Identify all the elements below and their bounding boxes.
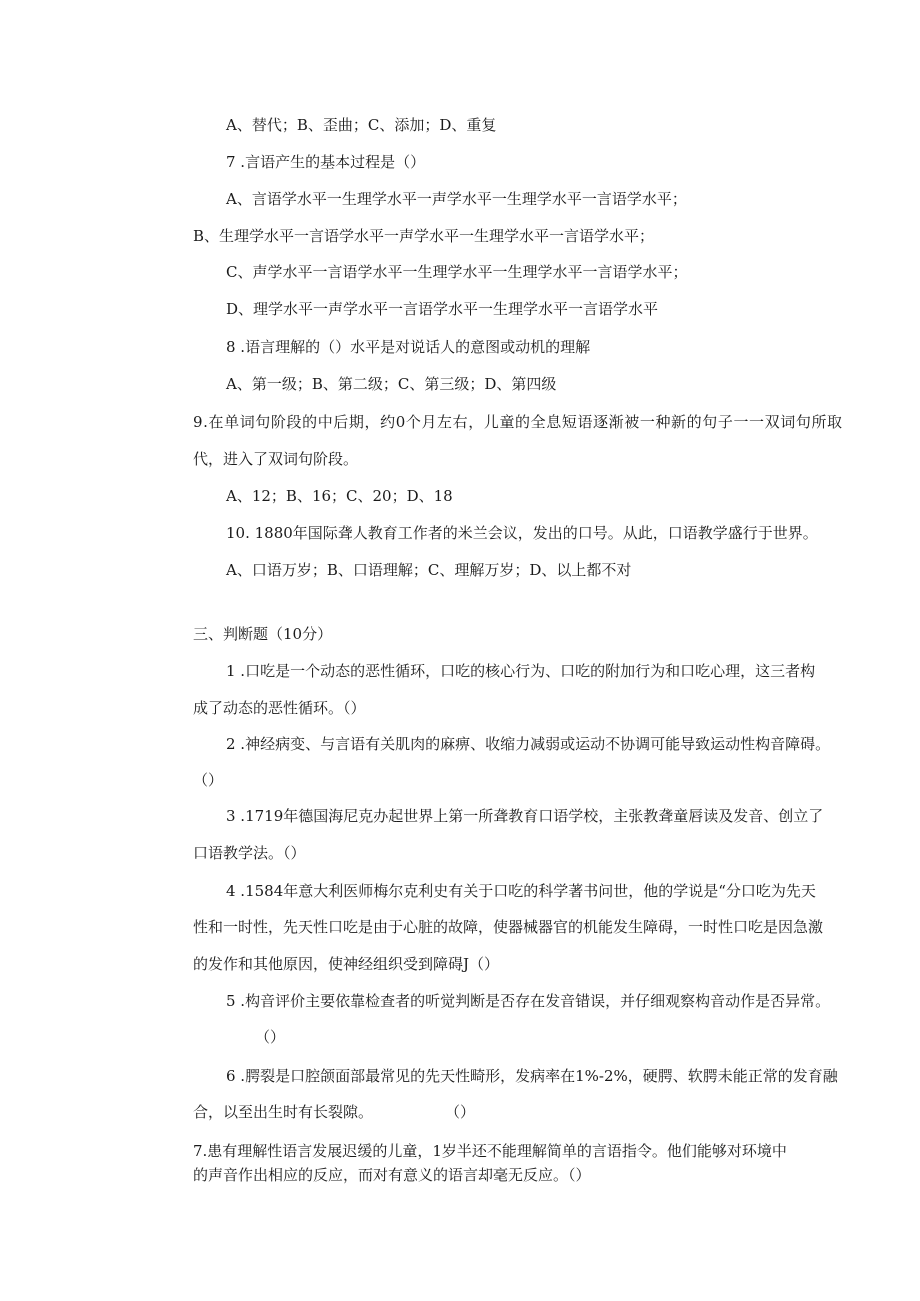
q10-options: A、口语万岁；B、口语理解；C、理解万岁；D、以上都不对: [226, 561, 632, 579]
tf-6-line2: 合，以至出生时有长裂隙。: [193, 1103, 374, 1121]
tf-2-line1: 2 .神经病变、与言语有关肌肉的麻痹、收缩力减弱或运动不协调可能导致运动性构音障碍。: [226, 735, 831, 753]
tf-5-line1: 5 .构音评价主要依靠检查者的听觉判断是否存在发音错误，并仔细观察构音动作是否异常。: [226, 992, 831, 1010]
tf-3-line2: 口语教学法。（）: [193, 844, 306, 862]
tf-1-line2: 成了动态的恶性循环。（）: [193, 699, 366, 717]
q9-stem-line2: 代，进入了双词句阶段。: [193, 450, 359, 468]
q7-stem: 7 .言语产生的基本过程是（）: [226, 153, 426, 171]
section-3-heading: 三、判断题（10分）: [193, 625, 333, 643]
q7-option-b: B、生理学水平一言语学水平一声学水平一生理学水平一言语学水平；: [193, 227, 655, 245]
q8-options: A、第一级；B、第二级；C、第三级；D、第四级: [226, 375, 557, 393]
tf-4-line1: 4 .1584年意大利医师梅尔克利史有关于口吃的科学著书问世，他的学说是“分口吃为先天: [226, 882, 816, 900]
tf-6-line1: 6 .腭裂是口腔颌面部最常见的先天性畸形，发病率在1%-2%，硬腭、软腭未能正常的发育融: [226, 1067, 838, 1085]
q7-option-a: A、言语学水平一生理学水平一声学水平一生理学水平一言语学水平；: [226, 190, 687, 208]
tf-2-line2: （）: [193, 771, 224, 789]
q9-options: A、12；B、16；C、20；D、18: [226, 487, 453, 505]
tf-7-line2: 的声音作出相应的反应，而对有意义的语言却毫无反应。（）: [193, 1166, 591, 1184]
q6-options: A、替代；B、歪曲；C、添加；D、重复: [226, 116, 497, 134]
q7-option-d: D、理学水平一声学水平一言语学水平一生理学水平一言语学水平: [226, 300, 659, 318]
tf-4-line3: 的发作和其他原因，使神经组织受到障碍J（）: [193, 955, 500, 973]
tf-5-line2: （）: [255, 1028, 286, 1046]
tf-7-line1: 7.患有理解性语言发展迟缓的儿童，1岁半还不能理解简单的言语指令。他们能够对环境中: [193, 1142, 787, 1160]
tf-4-line2: 性和一时性，先天性口吃是由于心脏的故障，使器械器官的机能发生障碍，一时性口吃是因急激: [193, 918, 824, 936]
q10-stem: 10. 1880年国际聋人教育工作者的米兰会议，发出的口号。从此，口语教学盛行于世界。: [226, 524, 818, 542]
tf-1-line1: 1 .口吃是一个动态的恶性循环，口吃的核心行为、口吃的附加行为和口吃心理，这三者构: [226, 662, 816, 680]
tf-3-line1: 3 .1719年德国海尼克办起世界上第一所聋教育口语学校，主张教聋童唇读及发音、创立了: [226, 807, 824, 825]
q9-stem-line1: 9.在单词句阶段的中后期，约0个月左右，儿童的全息短语逐渐被一种新的句子一一双词句所取: [193, 413, 843, 431]
q7-option-c: C、声学水平一言语学水平一生理学水平一生理学水平一言语学水平；: [226, 263, 688, 281]
q8-stem: 8 .语言理解的（）水平是对说话人的意图或动机的理解: [226, 338, 591, 356]
tf-6-answer-mark: （）: [445, 1103, 476, 1121]
